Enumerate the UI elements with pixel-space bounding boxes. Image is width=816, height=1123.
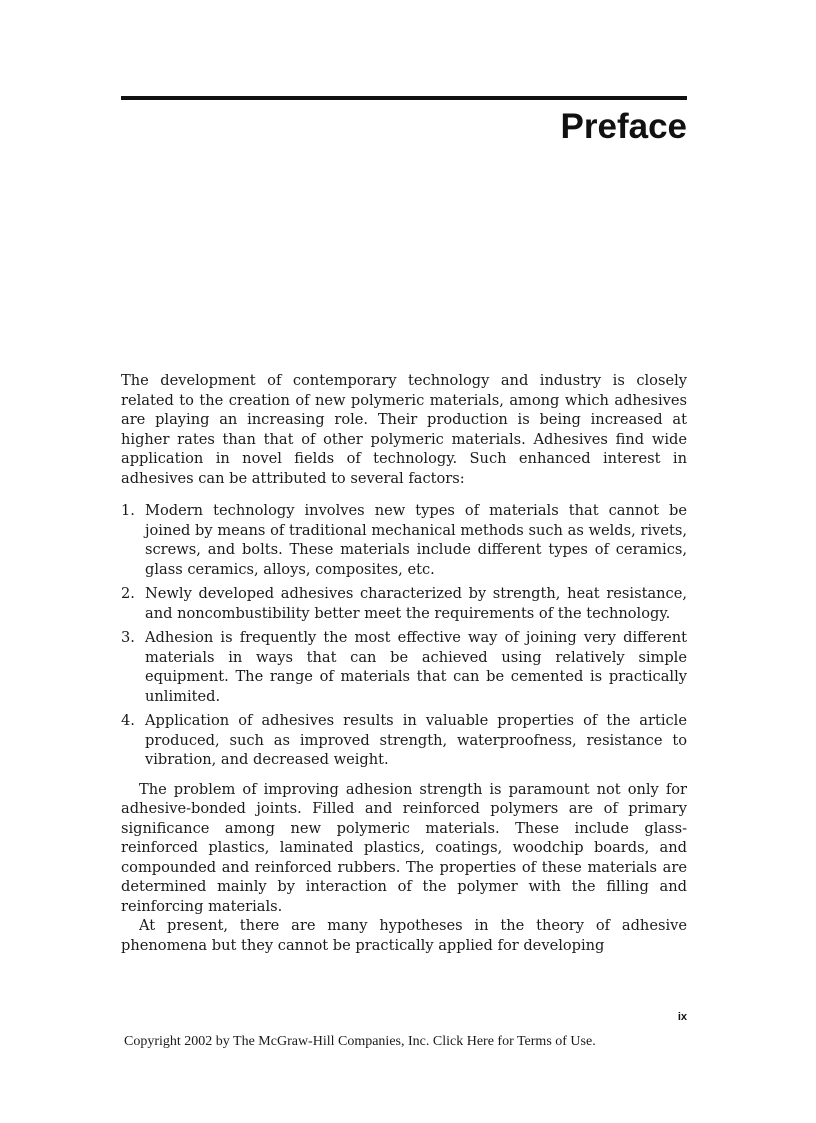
copyright-text: Copyright 2002 by The McGraw-Hill Companies, Inc. <box>124 1034 430 1049</box>
list-item-text: Newly developed adhesives characterized by strength, heat resistance, and noncombustibility better meet the requirements of the technology. <box>145 585 687 622</box>
body-text <box>121 371 687 955</box>
paragraph-hypotheses: At present, there are many hypotheses in the theory of adhesive phenomena but they cannot be practically applied for developing <box>121 917 687 954</box>
copyright-notice <box>124 1034 704 1050</box>
page-number: ix <box>677 1011 687 1023</box>
header-rule <box>121 96 687 100</box>
paragraph-adhesion-strength: The problem of improving adhesion strength is paramount not only for adhesive-bonded joints. Filled and reinforced polymers are of primary significance among new polymeric materials. These include glass-reinforced plastics, laminated plastics, coatings, woodchip boards, and compounded and reinforced rubbers. The properties of these materials are determined mainly by interaction of the polymer with the filling and reinforcing materials. <box>121 780 687 915</box>
factors-list <box>121 501 687 770</box>
list-item-text: Modern technology involves new types of materials that cannot be joined by means of traditional mechanical methods such as welds, rivets, screws, and bolts. These materials include different types of ceramics, glass ceramics, alloys, composites, etc. <box>145 502 687 578</box>
terms-of-use-link[interactable]: Click Here for Terms of Use. <box>432 1034 596 1049</box>
list-item-number: 2. <box>121 585 135 602</box>
list-item-text: Application of adhesives results in valuable properties of the article produced, such as improved strength, waterproofness, resistance to vibration, and decreased weight. <box>145 712 687 768</box>
list-item-number: 1. <box>121 502 135 519</box>
intro-paragraph: The development of contemporary technology and industry is closely related to the creation of new polymeric materials, among which adhesives are playing an increasing role. Their production is being increased at higher rates than that of other polymeric materials. Adhesives find wide application in novel fields of technology. Such enhanced interest in adhesives can be attributed to several factors: <box>121 372 687 487</box>
list-item <box>121 711 687 770</box>
list-item <box>121 501 687 579</box>
list-item-text: Adhesion is frequently the most effective way of joining very different materials in ways that can be achieved using relatively simple equipment. The range of materials that can be cemented is practically unlimited. <box>145 629 687 705</box>
list-item <box>121 584 687 623</box>
page-header <box>121 96 687 149</box>
list-item-number: 3. <box>121 629 135 646</box>
list-item <box>121 628 687 706</box>
page-title: Preface <box>560 107 687 146</box>
list-item-number: 4. <box>121 712 135 729</box>
